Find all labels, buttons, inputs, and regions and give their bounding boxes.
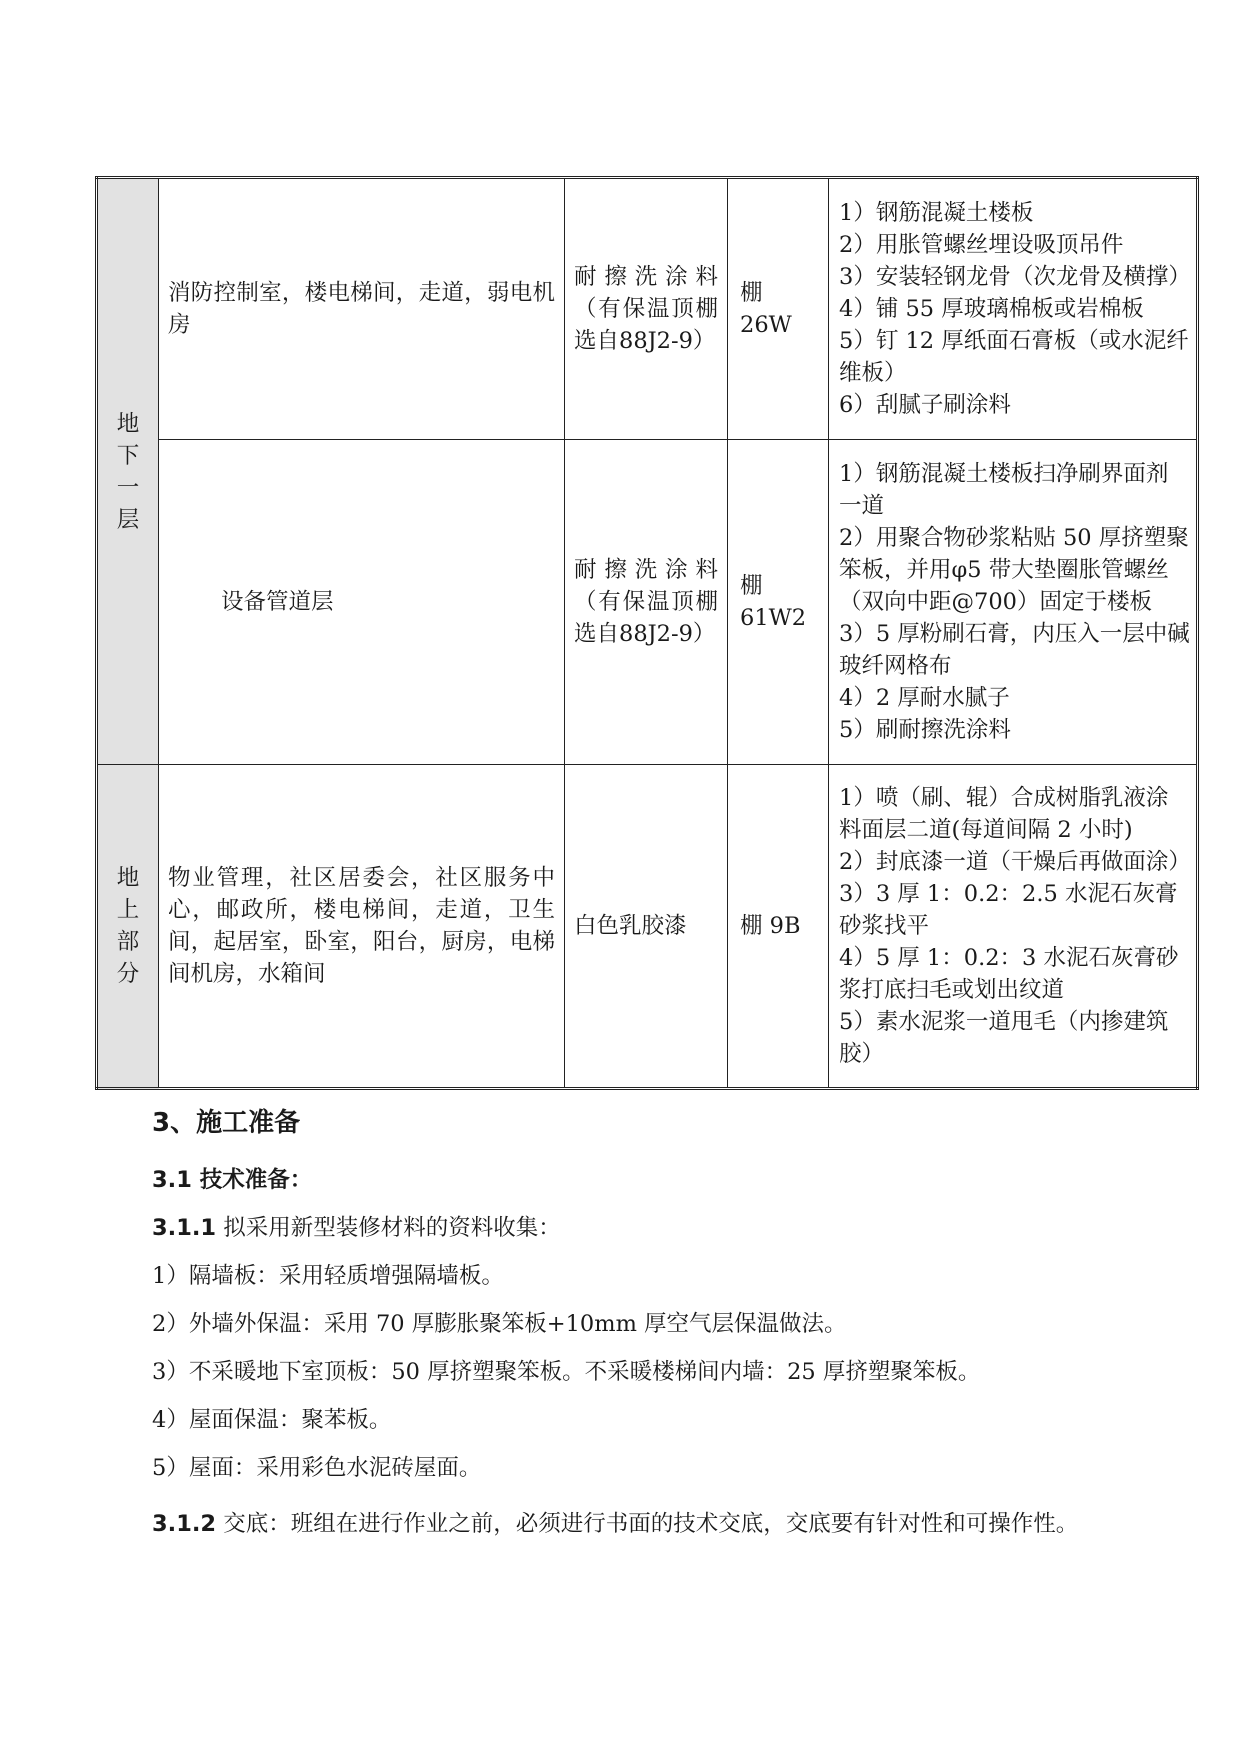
- step-line: 5）刷耐擦洗涂料: [839, 717, 1011, 743]
- step-line: 6）刮腻子刷涂料: [839, 392, 1011, 418]
- material-cell: 耐擦洗涂料（有保温顶棚选自88J2-9）: [565, 178, 728, 440]
- clause-number: 3.1.1: [152, 1215, 217, 1241]
- code-cell: 棚 26W: [728, 178, 829, 440]
- sub-heading: 3.1 技术准备：: [152, 1167, 313, 1193]
- step-line: 5）钉 12 厚纸面石膏板（或水泥纤维板）: [839, 328, 1189, 386]
- step-line: 3）安装轻钢龙骨（次龙骨及横撑）: [839, 264, 1191, 290]
- step-line: 4）5 厚 1：0.2：3 水泥石灰膏砂浆打底扫毛或划出纹道: [839, 945, 1179, 1003]
- location-cell: 消防控制室，楼电梯间，走道，弱电机房: [159, 178, 565, 440]
- clause-text: 交底：班组在进行作业之前，必须进行书面的技术交底，交底要有针对性和可操作性。: [223, 1511, 1079, 1537]
- step-line: 2）封底漆一道（干燥后再做面涂）: [839, 849, 1191, 875]
- clause-number: 3.1.2: [152, 1511, 217, 1537]
- list-item: 5）屋面：采用彩色水泥砖屋面。: [152, 1455, 482, 1481]
- steps-cell: [829, 178, 1198, 440]
- step-line: 4）铺 55 厚玻璃棉板或岩棉板: [839, 296, 1144, 322]
- step-line: 1）喷（刷、辊）合成树脂乳液涂料面层二道(每道间隔 2 小时): [839, 785, 1169, 843]
- step-line: 5）素水泥浆一道甩毛（内掺建筑胶）: [839, 1009, 1169, 1067]
- clause-text: 拟采用新型装修材料的资料收集：: [223, 1215, 561, 1241]
- list-item: 4）屋面保温：聚苯板。: [152, 1407, 392, 1433]
- list-item: 1）隔墙板：采用轻质增强隔墙板。: [152, 1263, 504, 1289]
- step-line: 1）钢筋混凝土楼板扫净刷界面剂一道: [839, 461, 1169, 519]
- step-line: 1）钢筋混凝土楼板: [839, 200, 1034, 226]
- step-line: 2）用胀管螺丝埋设吸顶吊件: [839, 232, 1124, 258]
- step-line: 2）用聚合物砂浆粘贴 50 厚挤塑聚笨板，并用φ5 带大垫圈胀管螺丝（双向中距@700）固定于楼板: [839, 525, 1189, 615]
- step-line: 4）2 厚耐水腻子: [839, 685, 1010, 711]
- paragraph-312: [152, 1500, 1112, 1548]
- table-row: [97, 765, 1198, 1089]
- code-cell: 棚 9B: [728, 765, 829, 1089]
- table-row: [97, 178, 1198, 440]
- location-cell: 物业管理，社区居委会，社区服务中心，邮政所，楼电梯间，走道，卫生间，起居室，卧室，阳台，厨房，电梯间机房，水箱间: [159, 765, 565, 1089]
- material-cell: 耐擦洗涂料（有保温顶棚选自88J2-9）: [565, 440, 728, 765]
- step-line: 3）3 厚 1：0.2：2.5 水泥石灰膏砂浆找平: [839, 881, 1178, 939]
- section-heading: 3、施工准备: [152, 1108, 301, 1138]
- steps-cell: [829, 440, 1198, 765]
- ceiling-spec-table: [95, 176, 1199, 1090]
- list-item: 2）外墙外保温：采用 70 厚膨胀聚笨板+10mm 厚空气层保温做法。: [152, 1311, 847, 1337]
- floor-label-b1: 地下一层: [97, 178, 159, 765]
- step-line: 3）5 厚粉刷石膏，内压入一层中碱玻纤网格布: [839, 621, 1190, 679]
- floor-label-above: 地上部分: [97, 765, 159, 1089]
- paragraph-311: [152, 1212, 1112, 1244]
- material-cell: 白色乳胶漆: [565, 765, 728, 1089]
- steps-cell: [829, 765, 1198, 1089]
- table-row: [97, 440, 1198, 765]
- location-cell: 设备管道层: [159, 440, 565, 765]
- list-item: 3）不采暖地下室顶板：50 厚挤塑聚笨板。不采暖楼梯间内墙：25 厚挤塑聚笨板。: [152, 1359, 981, 1385]
- code-cell: 棚 61W2: [728, 440, 829, 765]
